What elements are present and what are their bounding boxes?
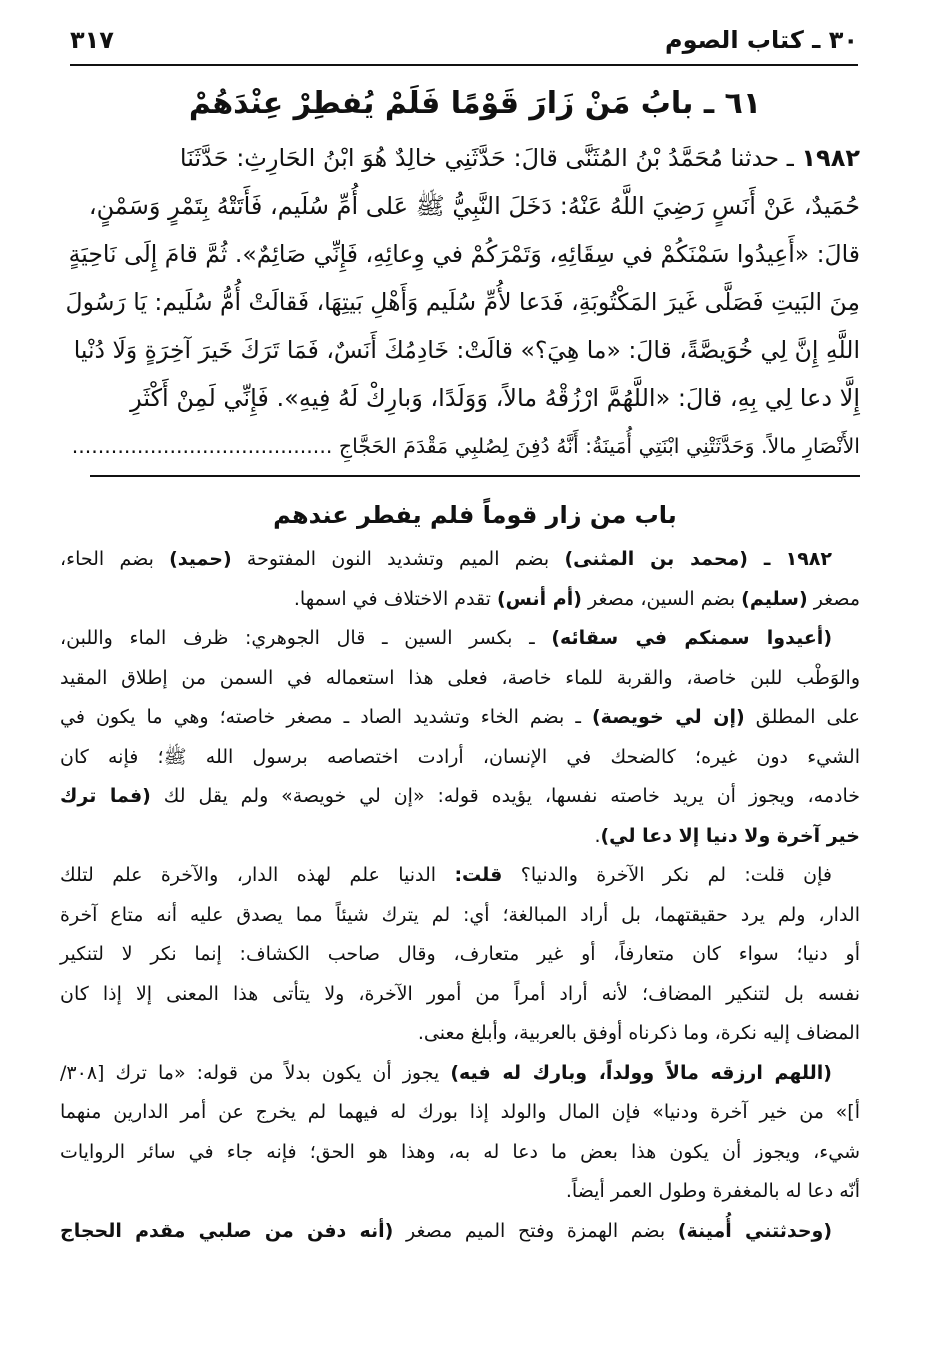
sharh-line: نفسه بل لتنكير المضاف؛ لأنه أراد أمراً من أمور الآخرة، ولا يتأتى هذا المعنى إلا إذا كان [60,982,860,1005]
page-header [70,24,858,66]
sharh-line: أو دنيا؛ سواء كان متعارفاً، أو غير متعارف، وقال صاحب الكشاف: إنما نكر لا لتنكير [60,943,860,965]
text-fragment: يجوز أن يكون بدلاً من قوله: «ما ترك [٣٠٨/ [60,1061,440,1084]
hadith-line-7-text: الأَنْصَارِ مالاً. وَحَدَّثَتْنِي ابْنَتِي أُمَينَةُ: أَنَّهُ دُفِنَ لِصُلبِي مَقْدَمَ الحَجَّاجِ [338,434,860,458]
bold-term: (أعيدوا سمنكم في سقائه) [551,627,832,649]
sharh-line: والوَطْب للبن خاصة، والقربة للماء خاصة، فعلى هذا استعماله في السمن من إطلاق المقيد [60,666,860,689]
sharh-line [60,856,860,896]
sharh-line: شيء، ويجوز أن يكون هذا بعض ما دعا له به، وهذا هو الحق؛ فإنه جاء في سائر الروايات [60,1140,860,1163]
bold-term: (أم أنس) [497,587,582,610]
text-fragment: بضم الحاء، [60,548,154,570]
hadith-line-4: مِنَ البَيتِ فَصَلَّى غَيرَ المَكْتُوبَةِ، فَدَعا لأُمِّ سُلَيم وَأَهْلِ بَيتِهَا، فَقالَتْ أُمُّ سُلَيم: يَا رَسُولَ [65,288,860,316]
hadith-line-7 [60,422,860,470]
sharh-line: المضاف إليه نكرة، وما ذكرناه أوفق بالعربية، وأبلغ معنى. [417,1022,860,1044]
bold-term: (وحدثتني أُمينة) [677,1219,833,1242]
hadith-text [60,134,860,470]
sharh-line [60,698,860,738]
text-fragment: مصغر [813,587,860,610]
sharh-line: أ]» من خير آخرة ودنيا» فإن المال والولد إذا بورك له فيهما لم يخرج عن أمر الدارين منهما [60,1101,860,1123]
sharh-line: الشيء دون غيره؛ كالضحك في الإنسان، أرادت اختصاصه برسول الله ﷺ؛ فإنه كان [60,745,860,768]
text-fragment: ـ بضم الخاء وتشديد الصاد ـ مصغر خاصته؛ وهي ما يكون في [60,706,581,728]
bold-term: (حميد) [169,548,232,570]
hadith-line-5: اللَّهِ إِنَّ لِي خُوَيصَّةً، قالَ: «ما هِيَ؟» قالَتْ: خَادِمُكَ أَنَسٌ، فَمَا تَرَكَ خَيرَ آخِرَةٍ وَلَا دُنْيا [73,336,860,364]
sharh-bab-title: باب من زار قوماً فلم يفطر عندهم [273,501,677,529]
sharh-line [60,540,860,580]
bold-term: (فما ترك [60,785,151,807]
sharh-line [60,777,860,817]
hadith-line-6: إِلَّا دعا لِي بِهِ، قالَ: «اللَّهُمَّ ارْزُقْهُ مالاً، وَوَلَدًا، وَبارِكْ لَهُ فِيهِ». فَإِنِّي لَمِنْ أَكْثَرِ [130,384,860,412]
sharh-hadith-number: ١٩٨٢ [785,548,832,570]
hadith-line-2: حُمَيدٌ، عَنْ أَنَسٍ رَضِيَ اللَّهُ عَنْهُ: دَخَلَ النَّبِيُّ ﷺ عَلى أُمِّ سُلَيم، فَأَتَتْهُ بِتَمْرٍ وَسَمْنٍ، [88,192,860,220]
sharh-line [60,817,860,857]
matn-bab-title: ٦١ ـ بابُ مَنْ زَارَ قَوْمًا فَلَمْ يُفطِرْ عِنْدَهُمْ [188,86,762,121]
text-fragment: . [594,824,601,847]
text-fragment: بضم الميم وتشديد النون المفتوحة [246,548,550,570]
text-fragment: خادمه، ويجوز أن يريد خاصته نفسها، يؤيده قوله: «إن لي خويصة» ولم يقل لك [163,785,860,807]
sharh-line: أنّه دعا له بالمغفرة وطول العمر أيضاً. [565,1180,860,1202]
text-fragment: بضم السين، مصغر [587,587,736,610]
bold-term: (سليم) [741,587,808,610]
sharh-line [60,580,860,620]
bold-term: ـ (محمد بن المثنى) [564,548,771,570]
text-fragment: تقدم الاختلاف في اسمها. [293,587,491,610]
text-fragment: فإن قلت: لم نكر الآخرة والدنيا؟ [520,864,833,886]
trailing-dots: ........................................ [71,434,333,458]
bold-term: (إن لي خويصة) [591,706,745,728]
sharh-line: الدار، ولم يرد حقيقتهما، بل أراد المبالغة؛ أي: لم يترك شيئاً مما يصدق عليه أنه متاع آخرة [60,903,860,926]
text-fragment: بضم الهمزة وفتح الميم مصغر [405,1219,666,1242]
hadith-number: ١٩٨٢ [801,144,860,172]
hadith-line-3: قالَ: «أَعِيدُوا سَمْنَكُمْ في سِقَائِهِ، وَتَمْرَكُمْ في وِعائِهِ، فَإِنِّي صَائِمٌ». ثُمَّ قامَ إِلَى نَاحِيَةٍ [68,240,860,268]
bold-term: قلت: [454,864,503,886]
commentary [60,540,860,1251]
sharh-line [60,619,860,659]
sharh-line [60,1054,860,1094]
section-divider [90,475,860,477]
chapter-title: ٣٠ ـ كتاب الصوم [665,26,858,54]
text-fragment: الدنيا علم لهذه الدار، والآخرة علم لتلك [60,864,437,886]
sharh-line [60,1212,860,1252]
hadith-line-1-text: ـ حدثنا مُحَمَّدُ بْنُ المُثَنَّى قالَ: حَدَّثَنِي خالِدٌ هُوَ ابْنُ الحَارِثِ: حَدَّثَنَا [179,144,794,172]
bold-term: (اللهم ارزقه مالاً وولداً، وبارك له فيه) [450,1061,832,1084]
bold-term: (أنه دفن من صلبي مقدم الحجاج [60,1219,394,1242]
text-fragment: ـ بكسر السين ـ قال الجوهري: ظرف الماء واللبن، [60,627,535,649]
bold-term: خير آخرة ولا دنيا إلا دعا لي) [600,824,860,847]
hadith-line-1 [60,134,860,182]
page-number: ٣١٧ [70,26,114,54]
text-fragment: على المطلق [755,706,861,728]
